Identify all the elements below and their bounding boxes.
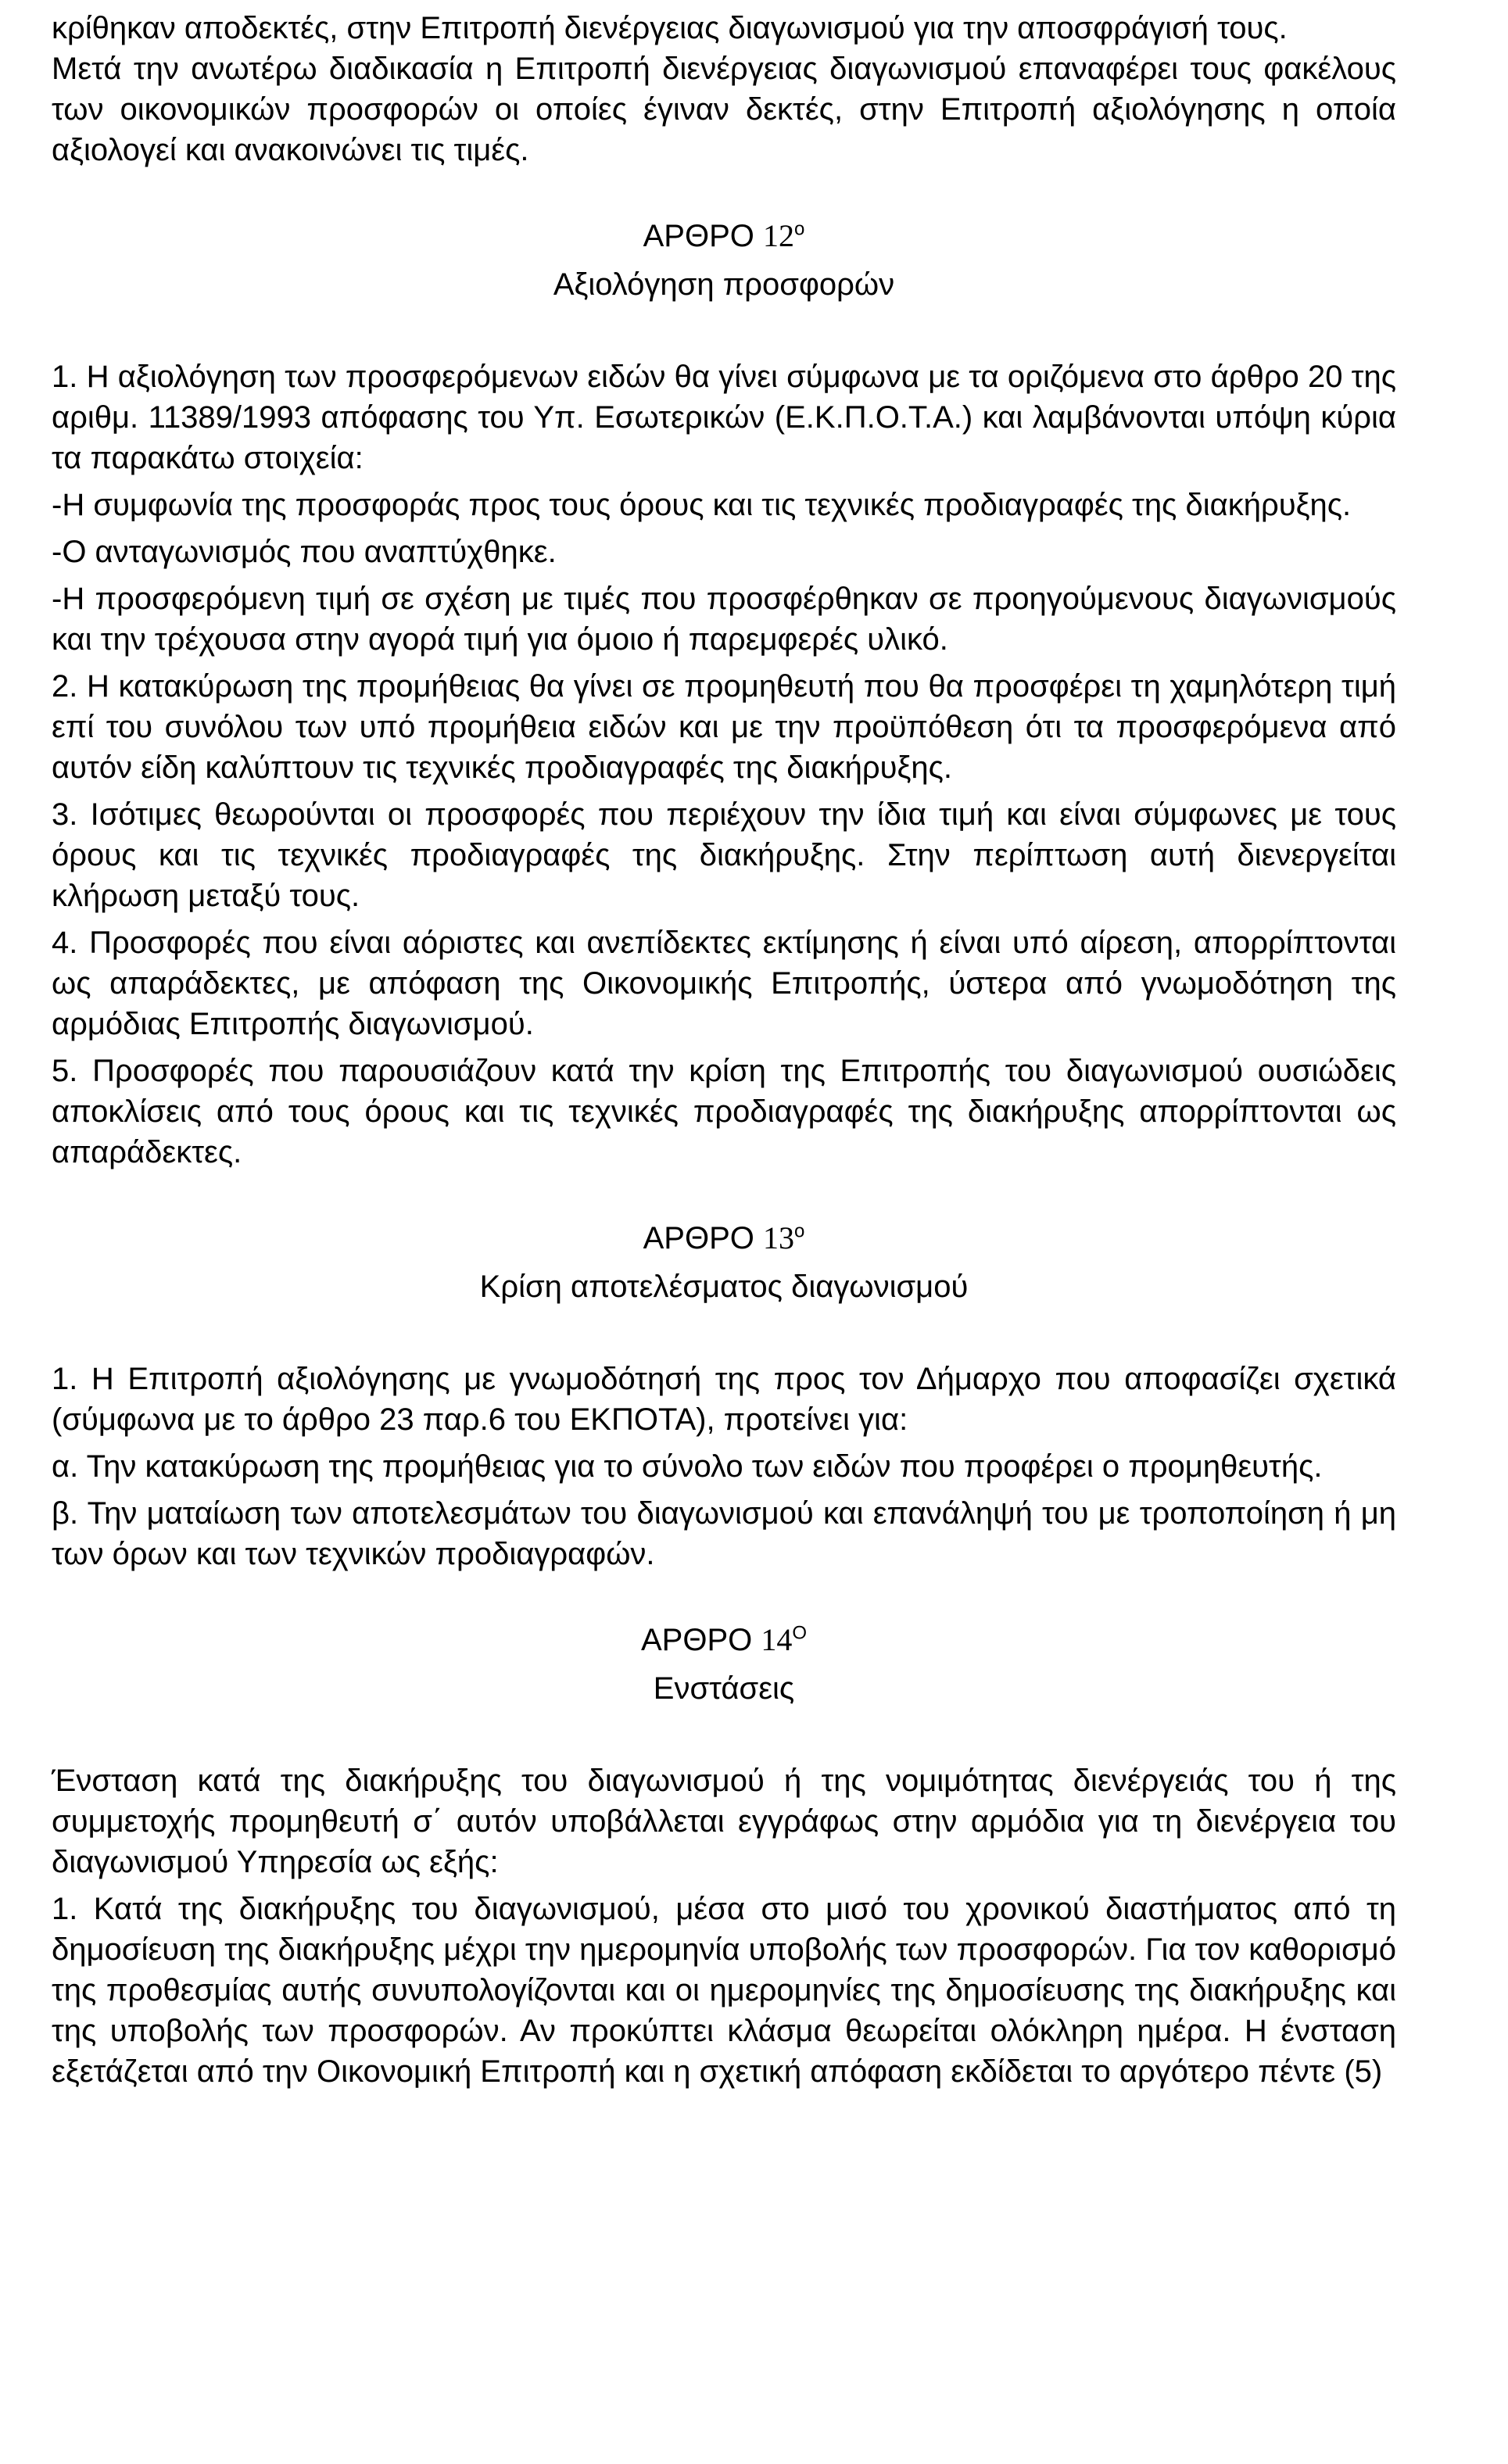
article-14-paragraph-2: 1. Κατά της διακήρυξης του διαγωνισμού, μέσα στο μισό του χρονικού διαστήματος από τη δημοσίευση της διακήρυξης μέχρι την ημερομηνία υποβολής των προσφορών. Για τον καθορισμό της προθεσμίας αυτής συνυπολογίζονται και οι ημερομηνίες της δημοσίευσης της διακήρυξης και της υποβολής των προσφορών. Αν προκύπτει κλάσμα θεωρείται ολόκληρη ημέρα. Η ένσταση εξετάζεται από την Οικονομική Επιτροπή και η σχετική απόφαση εκδίδεται το αργότερο πέντε (5) (52, 1892, 1396, 2089)
article-13-item-b: β. Την ματαίωση των αποτελεσμάτων του διαγωνισμού και επανάληψή του με τροποποίηση ή μη των όρων και των τεχνικών προδιαγραφών. (52, 1496, 1396, 1571)
article-12-number: 12 (763, 218, 795, 253)
article-13-paragraph-1: 1. Η Επιτροπή αξιολόγησης με γνωμοδότησή της προς τον Δήμαρχο που αποφασίζει σχετικά (σύμφωνα με το άρθρο 23 παρ.6 του ΕΚΠΟΤΑ), προτείνει για: (52, 1362, 1396, 1437)
article-13-title (52, 1218, 1396, 1259)
intro-paragraph-2: Μετά την ανωτέρω διαδικασία η Επιτροπή διενέργειας διαγωνισμού επαναφέρει τους φακέλους των οικονομικών προσφορών οι οποίες έγιναν δεκτές, στην Επιτροπή αξιολόγησης η οποία αξιολογεί και ανακοινώνει τις τιμές. (52, 52, 1396, 167)
article-12-subtitle: Αξιολόγηση προσφορών (553, 267, 895, 302)
article-12-bullet-3: -Η προσφερόμενη τιμή σε σχέση με τιμές που προσφέρθηκαν σε προηγούμενους διαγωνισμούς και την τρέχουσα στην αγορά τιμή για όμοιο ή παρεμφερές υλικό. (52, 582, 1396, 657)
article-14-ordinal: Ο (792, 1622, 808, 1644)
article-13-number: 13 (763, 1220, 795, 1255)
article-13-subtitle: Κρίση αποτελέσματος διαγωνισμού (479, 1270, 969, 1304)
article-12-paragraph-3: 3. Ισότιμες θεωρούνται οι προσφορές που περιέχουν την ίδια τιμή και είναι σύμφωνες με τους όρους και τις τεχνικές προδιαγραφές της διακήρυξης. Στην περίπτωση αυτή διενεργείται κλήρωση μεταξύ τους. (52, 797, 1396, 913)
article-12-paragraph-4: 4. Προσφορές που είναι αόριστες και ανεπίδεκτες εκτίμησης ή είναι υπό αίρεση, απορρίπτονται ως απαράδεκτες, με απόφαση της Οικονομικής Επιτροπής, ύστερα από γνωμοδότηση της αρμόδιας Επιτροπής διαγωνισμού. (52, 926, 1396, 1041)
article-12-label: ΑΡΘΡΟ (643, 219, 754, 253)
article-12-bullet-2: -Ο ανταγωνισμός που αναπτύχθηκε. (52, 535, 557, 569)
article-14-label: ΑΡΘΡΟ (640, 1623, 753, 1657)
article-13-ordinal: ο (794, 1220, 805, 1242)
article-14-paragraph-1: Ένσταση κατά της διακήρυξης του διαγωνισμού ή της νομιμότητας διενέργειάς του ή της συμμετοχής προμηθευτή σ΄ αυτόν υποβάλλεται εγγράφως στην αρμόδια για τη διενέργεια του διαγωνισμού Υπηρεσία ως εξής: (52, 1764, 1396, 1879)
article-12-ordinal: ο (794, 218, 805, 240)
article-12-paragraph-5: 5. Προσφορές που παρουσιάζουν κατά την κρίση της Επιτροπής του διαγωνισμού ουσιώδεις αποκλίσεις από τους όρους και τις τεχνικές προδιαγραφές της διακήρυξης απορρίπτονται ως απαράδεκτες. (52, 1054, 1396, 1169)
article-12-paragraph-2: 2. Η κατακύρωση της προμήθειας θα γίνει σε προμηθευτή που θα προσφέρει τη χαμηλότερη τιμή επί του συνόλου των υπό προμήθεια ειδών και με την προϋπόθεση ότι τα προσφερόμενα από αυτόν είδη καλύπτουν τις τεχνικές προδιαγραφές της διακήρυξης. (52, 669, 1396, 785)
article-13-label: ΑΡΘΡΟ (643, 1221, 754, 1255)
article-12-title (52, 216, 1396, 256)
article-14-number: 14 (761, 1622, 793, 1657)
intro-paragraph-1: κρίθηκαν αποδεκτές, στην Επιτροπή διενέργειας διαγωνισμού για την αποσφράγισή τους. (52, 11, 1288, 45)
article-12-bullet-1: -Η συμφωνία της προσφοράς προς τους όρους και τις τεχνικές προδιαγραφές της διακήρυξης. (52, 488, 1352, 522)
document-page (52, 8, 1396, 2092)
article-12-paragraph-1: 1. Η αξιολόγηση των προσφερόμενων ειδών θα γίνει σύμφωνα με τα οριζόμενα στο άρθρο 20 της αριθμ. 11389/1993 απόφασης του Υπ. Εσωτερικών (Ε.Κ.Π.Ο.Τ.Α.) και λαμβάνονται υπόψη κύρια τα παρακάτω στοιχεία: (52, 360, 1396, 475)
article-14-title (52, 1620, 1396, 1660)
article-14-subtitle: Ενστάσεις (653, 1671, 795, 1706)
article-13-item-a: α. Την κατακύρωση της προμήθειας για το σύνολο των ειδών που προφέρει ο προμηθευτής. (52, 1449, 1323, 1484)
